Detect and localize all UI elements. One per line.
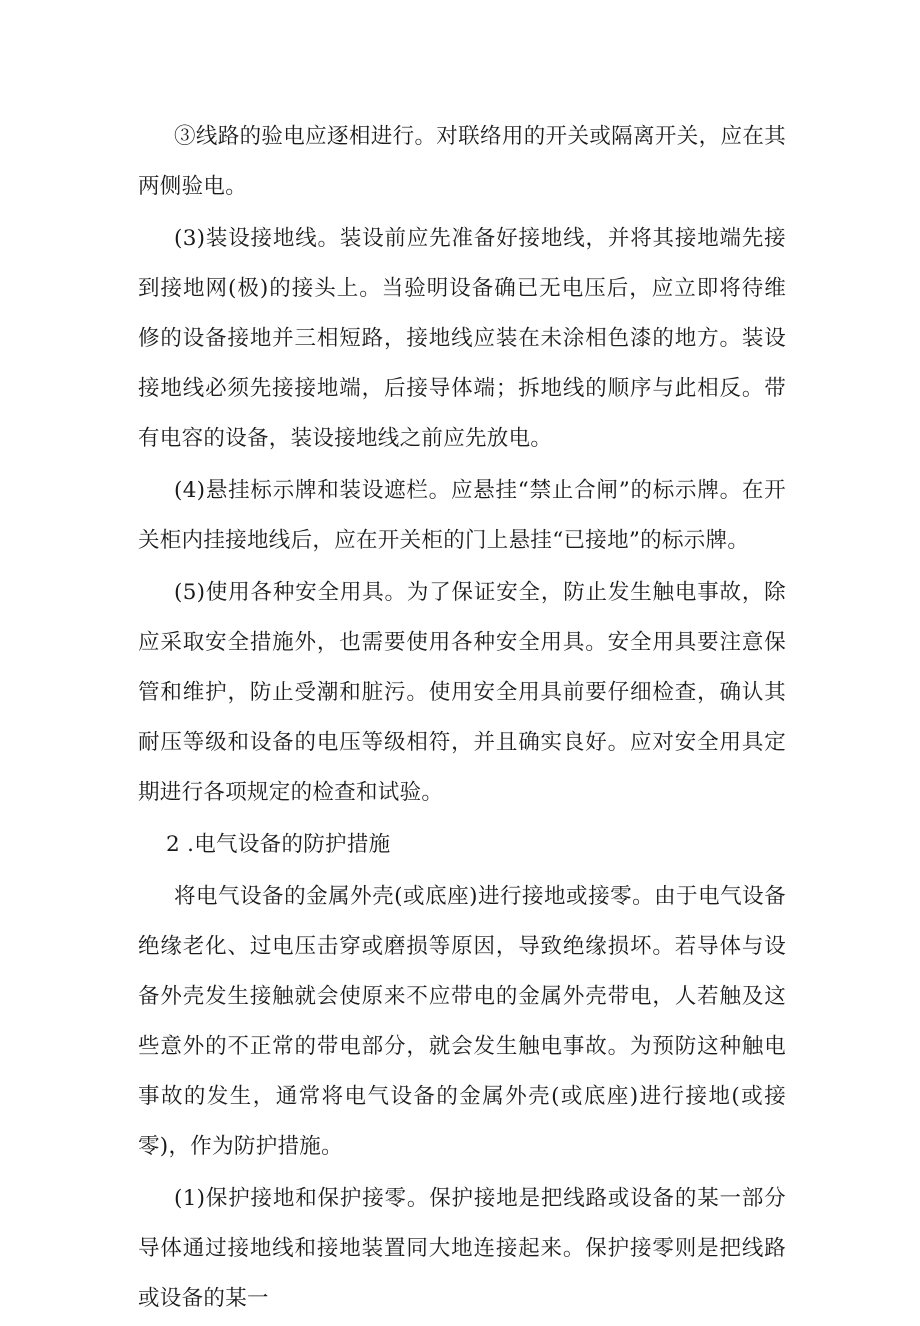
paragraph-warning-signs: (4)悬挂标示牌和装设遮栏。应悬挂“禁止合闸”的标示牌。在开关柜内挂接地线后，应在开关柜的门上悬挂“已接地”的标示牌。 bbox=[138, 478, 786, 553]
document-body bbox=[138, 112, 786, 1326]
paragraph-safety-tools: (5)使用各种安全用具。为了保证安全，防止发生触电事故，除应采取安全措施外，也需要使用各种安全用具。安全用具要注意保管和维护，防止受潮和脏污。使用安全用具前要仔细检查，确认其耐压等级和设备的电压等级相符，并且确实良好。应对安全用具定期进行各项规定的检查和试验。 bbox=[138, 580, 786, 805]
paragraph-protective-grounding: (1)保护接地和保护接零。保护接地是把线路或设备的某一部分导体通过接地线和接地装置同大地连接起来。保护接零则是把线路或设备的某一 bbox=[138, 1186, 786, 1311]
paragraph-protection-measures: 将电气设备的金属外壳(或底座)进行接地或接零。由于电气设备绝缘老化、过电压击穿或磨损等原因，导致绝缘损坏。若导体与设备外壳发生接触就会使原来不应带电的金属外壳带电，人若触及这些意外的不正常的带电部分，就会发生触电事故。为预防这种触电事故的发生，通常将电气设备的金属外壳(或底座)进行接地(或接零)，作为防护措施。 bbox=[138, 884, 786, 1159]
paragraph-verification: ③线路的验电应逐相进行。对联络用的开关或隔离开关，应在其两侧验电。 bbox=[138, 124, 786, 199]
paragraph-grounding-wire: (3)装设接地线。装设前应先准备好接地线，并将其接地端先接到接地网(极)的接头上。当验明设备确已无电压后，应立即将待维修的设备接地并三相短路，接地线应装在未涂相色漆的地方。装设接地线必须先接接地端，后接导体端；拆地线的顺序与此相反。带有电容的设备，装设接地线之前应先放电。 bbox=[138, 226, 786, 451]
section-heading: 2 .电气设备的防护措施 bbox=[166, 832, 391, 857]
